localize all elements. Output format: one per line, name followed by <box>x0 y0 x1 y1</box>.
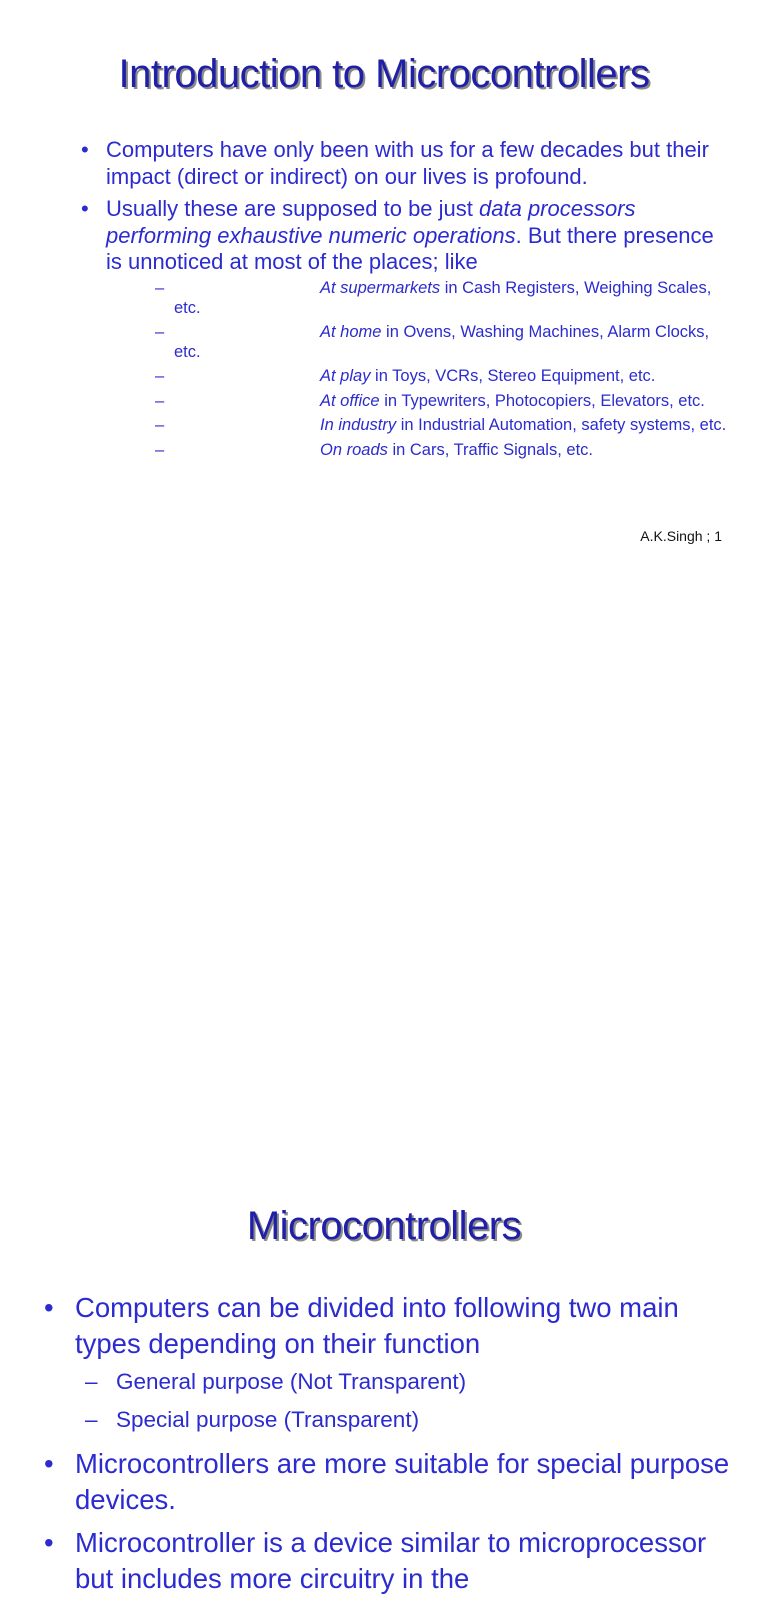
sub-bullet-item: – At office in Typewriters, Photocopiers, Elevators, etc. <box>155 391 705 410</box>
bullet-item: • Microcontrollers are more suitable for special purpose devices. <box>44 1446 734 1517</box>
slide-footer: A.K.Singh ; 1 <box>640 528 722 544</box>
sub-bullet-item: – Special purpose (Transparent) <box>85 1406 420 1432</box>
sub-bullet-item: – At supermarkets in Cash Registers, Weighing Scales, etc. <box>155 279 712 317</box>
bullet-item: • Microcontroller is a device similar to microprocessor but includes more circuitry in the <box>44 1525 734 1596</box>
slide-2 <box>0 576 768 1594</box>
sub-bullet-item: – General purpose (Not Transparent) <box>85 1369 467 1394</box>
slide-1 <box>0 0 768 576</box>
bullet-list <box>44 1290 734 1604</box>
sub-bullet-item: – At play in Toys, VCRs, Stereo Equipment, etc. <box>155 367 656 386</box>
slide-title: Introduction to Microcontrollers <box>118 52 650 96</box>
sub-bullet-item: – On roads in Cars, Traffic Signals, etc. <box>155 440 593 459</box>
bullet-item: • Computers can be divided into following two main types depending on their function – General purpose (Not Transparent) – Special purpose (Transparent) <box>44 1290 734 1438</box>
bullet-item: • Computers have only been with us for a few decades but their impact (direct or indirect) on our lives is profound. <box>81 137 731 190</box>
sub-bullet-list <box>44 1363 734 1438</box>
slide-title: Microcontrollers <box>246 1204 522 1248</box>
sub-bullet-item: – At home in Ovens, Washing Machines, Alarm Clocks, etc. <box>155 323 710 361</box>
bullet-list <box>81 137 731 282</box>
bullet-item: • Usually these are supposed to be just data processors performing exhaustive numeric operations. But there presence is unnoticed at most of the places; like <box>81 196 731 276</box>
sub-bullet-list <box>155 279 735 465</box>
sub-bullet-item: – In industry in Industrial Automation, safety systems, etc. <box>155 416 727 435</box>
